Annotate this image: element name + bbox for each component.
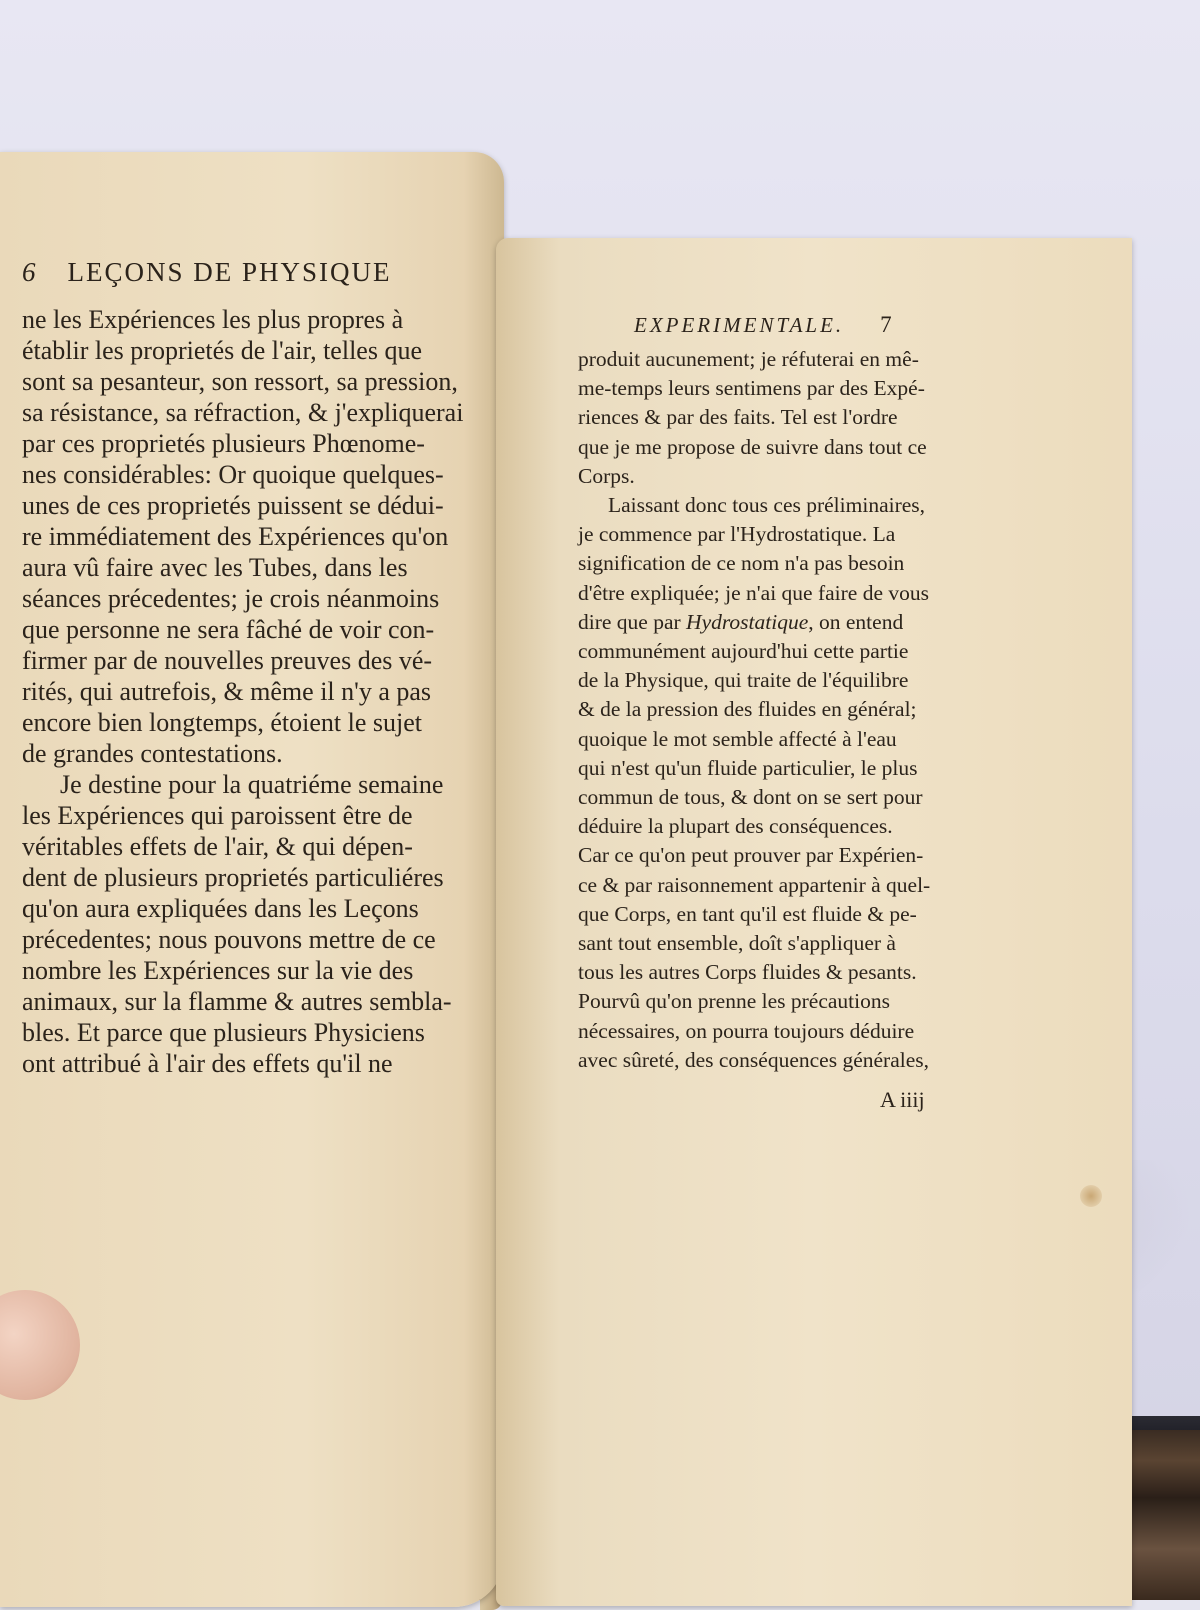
text-line: ne les Expériences les plus propres à [22, 305, 404, 334]
text-line: que je me propose de suivre dans tout ce [578, 434, 927, 459]
text-line: Car ce qu'on peut prouver par Expérien- [578, 843, 924, 868]
left-page-body [22, 304, 463, 1079]
text-line: avec sûreté, des conséquences générales, [578, 1047, 929, 1072]
text-line: encore bien longtemps, étoient le sujet [22, 708, 422, 737]
text-line: que personne ne sera fâché de voir con- [22, 615, 435, 644]
text-line: déduire la plupart des conséquences. [578, 814, 893, 839]
text-line: bles. Et parce que plusieurs Physiciens [22, 1018, 425, 1047]
right-page-number: 7 [880, 312, 895, 337]
text-line: je commence par l'Hydrostatique. La [578, 522, 896, 547]
text-line: firmer par de nouvelles preuves des vé- [22, 646, 433, 675]
left-running-head [22, 257, 392, 288]
text-line: de grandes contestations. [22, 739, 283, 768]
text-line: par ces proprietés plusieurs Phœnome- [22, 429, 425, 458]
text-line: riences & par des faits. Tel est l'ordre [578, 405, 898, 430]
text-line: établir les proprietés de l'air, telles que [22, 336, 422, 365]
text-line: dent de plusieurs proprietés particuliéres [22, 863, 444, 892]
text-line: séances précedentes; je crois néanmoins [22, 584, 440, 613]
text-line: tous les autres Corps fluides & pesants. [578, 960, 917, 985]
text-line: précedentes; nous pouvons mettre de ce [22, 925, 436, 954]
right-running-head [634, 312, 895, 338]
text-line: qu'on aura expliquées dans les Leçons [22, 894, 419, 923]
text-line: d'être expliquée; je n'ai que faire de vous [578, 580, 930, 605]
text-line: nes considérables: Or quoique quelques- [22, 460, 444, 489]
text-line: ce & par raisonnement appartenir à quel- [578, 872, 931, 897]
text-line: re immédiatement des Expériences qu'on [22, 522, 449, 551]
right-page-body [578, 345, 930, 1075]
text-line: Laissant donc tous ces préliminaires, [608, 493, 926, 518]
text-line: sont sa pesanteur, son ressort, sa pression, [22, 367, 458, 396]
text-line: sant tout ensemble, doît s'appliquer à [578, 931, 896, 956]
text-fragment: dire que par [578, 609, 681, 634]
text-line: les Expériences qui paroissent être de [22, 801, 413, 830]
text-fragment: , on entend [808, 609, 904, 634]
left-page-number: 6 [22, 257, 38, 287]
text-line: & de la pression des fluides en général; [578, 697, 917, 722]
right-running-head-title: EXPERIMENTALE. [634, 313, 845, 337]
signature-mark: A iiij [880, 1087, 925, 1112]
text-line: Corps. [578, 463, 635, 488]
text-line: sa résistance, sa réfraction, & j'expliquerai [22, 398, 464, 427]
text-line: véritables effets de l'air, & qui dépen- [22, 832, 413, 861]
text-line: commun de tous, & dont on se sert pour [578, 785, 923, 810]
text-line: quoique le mot semble affecté à l'eau [578, 726, 897, 751]
text-line: me-temps leurs sentimens par des Expé- [578, 376, 925, 401]
italic-term: Hydrostatique [686, 609, 809, 634]
paper-stain [1080, 1185, 1102, 1207]
text-line: que Corps, en tant qu'il est fluide & pe- [578, 901, 917, 926]
text-line: communément aujourd'hui cette partie [578, 639, 909, 664]
text-line: ont attribué à l'air des effets qu'il ne [22, 1049, 393, 1078]
text-line: aura vû faire avec les Tubes, dans les [22, 553, 408, 582]
text-line: de la Physique, qui traite de l'équilibre [578, 668, 909, 693]
text-line: nécessaires, on pourra toujours déduire [578, 1018, 915, 1043]
text-line: qui n'est qu'un fluide particulier, le plus [578, 755, 918, 780]
text-line-mixed [578, 608, 930, 637]
text-line: unes de ces proprietés puissent se dédui- [22, 491, 444, 520]
text-line: rités, qui autrefois, & même il n'y a pas [22, 677, 432, 706]
text-line: nombre les Expériences sur la vie des [22, 956, 414, 985]
text-line: signification de ce nom n'a pas besoin [578, 551, 905, 576]
text-line: Je destine pour la quatriéme semaine [60, 770, 444, 799]
text-line: animaux, sur la flamme & autres sembla- [22, 987, 452, 1016]
text-line: produit aucunement; je réfuterai en mê- [578, 347, 919, 371]
left-running-head-title: LEÇONS DE PHYSIQUE [67, 257, 392, 287]
text-line: Pourvû qu'on prenne les précautions [578, 989, 890, 1014]
